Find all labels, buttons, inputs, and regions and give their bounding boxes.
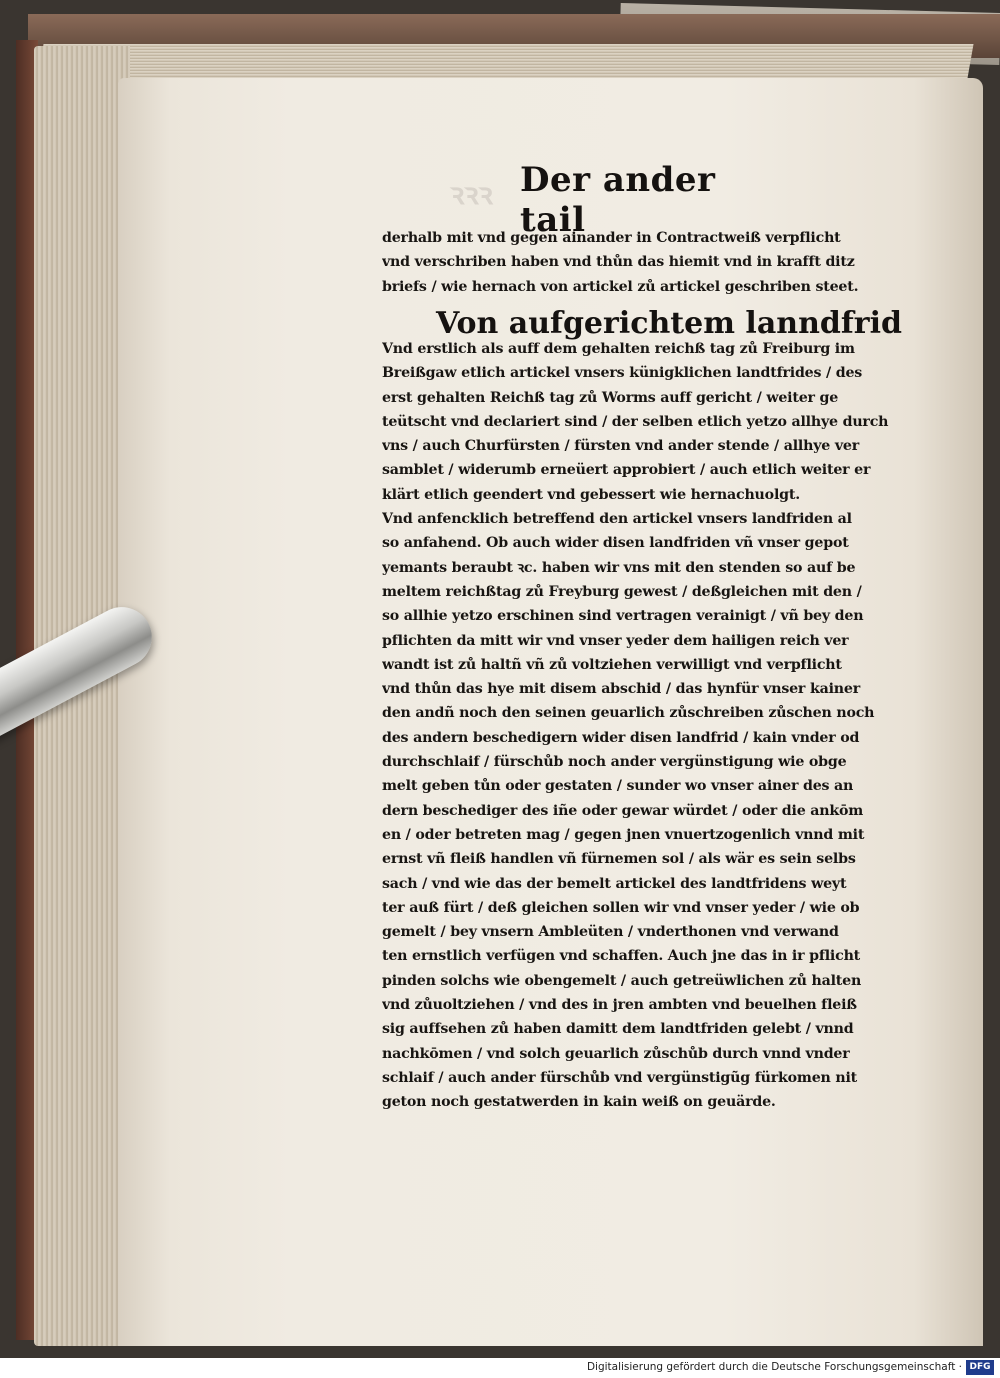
dfg-logo-icon: DFG (966, 1360, 994, 1375)
text-line: schlaif / auch ander fürschůb vnd vergünstigũg fürkomen nit (382, 1069, 858, 1086)
text-line: teütscht vnd declariert sind / der selben etlich yetzo allhye durch (382, 413, 889, 430)
text-line: meltem reichßtag zů Freyburg gewest / deßgleichen mit den / (382, 583, 862, 600)
text-line: pflichten da mitt wir vnd vnser yeder dem hailigen reich ver (382, 632, 849, 649)
text-line: durchschlaif / fürschůb noch ander vergünstigung wie obge (382, 754, 847, 771)
text-line: briefs / wie hernach von artickel zů artickel geschriben steet. (382, 278, 859, 295)
text-line: melt geben tůn oder gestaten / sunder wo vnser ainer des an (382, 778, 854, 795)
text-line: den andñ noch den seinen geuarlich zůschreiben zůschen noch (382, 705, 875, 722)
show-through-text: ꝛꝛꝛ (450, 177, 493, 212)
text-line: samblet / widerumb erneüert approbiert / auch etlich weiter er (382, 462, 871, 479)
text-line: Vnd erstlich als auff dem gehalten reichß tag zů Freiburg im (382, 341, 855, 357)
text-line: so anfahend. Ob auch wider disen landfriden vñ vnser gepot (382, 535, 849, 552)
text-line: derhalb mit vnd gegen ainander in Contractweiß verpflicht (382, 230, 841, 246)
text-line: erst gehalten Reichß tag zů Worms auff gericht / weiter ge (382, 389, 839, 406)
text-line: des andern beschedigern wider disen landfrid / kain vnder od (382, 729, 860, 746)
footer-credit: Digitalisierung gefördert durch die Deutsche Forschungsgemeinschaft · (586, 1361, 962, 1373)
text-line: Vnd anfencklich betreffend den artickel vnsers landfriden al (382, 511, 852, 528)
text-line: wandt ist zů haltñ vñ zů voltziehen verwilligt vnd verpflicht (382, 656, 842, 673)
text-line: vnd thůn das hye mit disem abschid / das hynfür vnser kainer (382, 681, 860, 698)
section-heading: Von aufgerichtem lanndfrid (436, 306, 902, 341)
text-line: vnd verschriben haben vnd thůn das hiemit vnd in krafft ditz (382, 254, 855, 271)
text-line: nachkōmen / vnd solch geuarlich zůschůb durch vnnd vnder (382, 1045, 850, 1062)
text-line: so allhie yetzo erschinen sind vertragen verainigt / vñ bey den (382, 608, 864, 625)
text-line: sig auffsehen zů haben damitt dem landtfriden gelebt / vnnd (382, 1021, 854, 1038)
text-line: ter auß fürt / deß gleichen sollen wir vnd vnser yeder / wie ob (382, 899, 860, 916)
text-line: klärt etlich geendert vnd gebessert wie hernachuolgt. (382, 486, 800, 503)
text-line: vns / auch Churfürsten / fürsten vnd ander stende / allhye ver (382, 438, 859, 455)
text-line: geton noch gestatwerden in kain weiß on geuärde. (382, 1094, 776, 1111)
text-line: sach / vnd wie das der bemelt artickel des landtfridens weyt (382, 875, 847, 892)
text-line: Breißgaw etlich artickel vnsers künigklichen landtfrides / des (382, 365, 863, 382)
footer-bar (0, 1358, 1000, 1378)
text-line: yemants beraubt ꝛc. haben wir vns mit den stenden so auf be (382, 559, 856, 576)
running-head: Der ander tail (520, 160, 716, 240)
text-line: gemelt / bey vnsern Ambleüten / vnderthonen vnd verwand (382, 924, 839, 941)
text-line: ten ernstlich verfügen vnd schaffen. Auch jne das in ir pflicht (382, 948, 861, 965)
text-line: vnd zůuoltziehen / vnd des in jren ambten vnd beuelhen fleiß (382, 997, 857, 1014)
intro-paragraph (382, 226, 908, 299)
text-line: ernst vñ fleiß handlen vñ fürnemen sol / als wär es sein selbs (382, 851, 856, 868)
text-line: dern beschediger des iñe oder gewar würdet / oder die ankōm (382, 802, 864, 819)
text-line: en / oder betreten mag / gegen jnen vnuertzogenlich vnnd mit (382, 826, 865, 843)
text-line: pinden solchs wie obengemelt / auch getreüwlichen zů halten (382, 972, 862, 989)
body-paragraph (382, 337, 908, 1115)
